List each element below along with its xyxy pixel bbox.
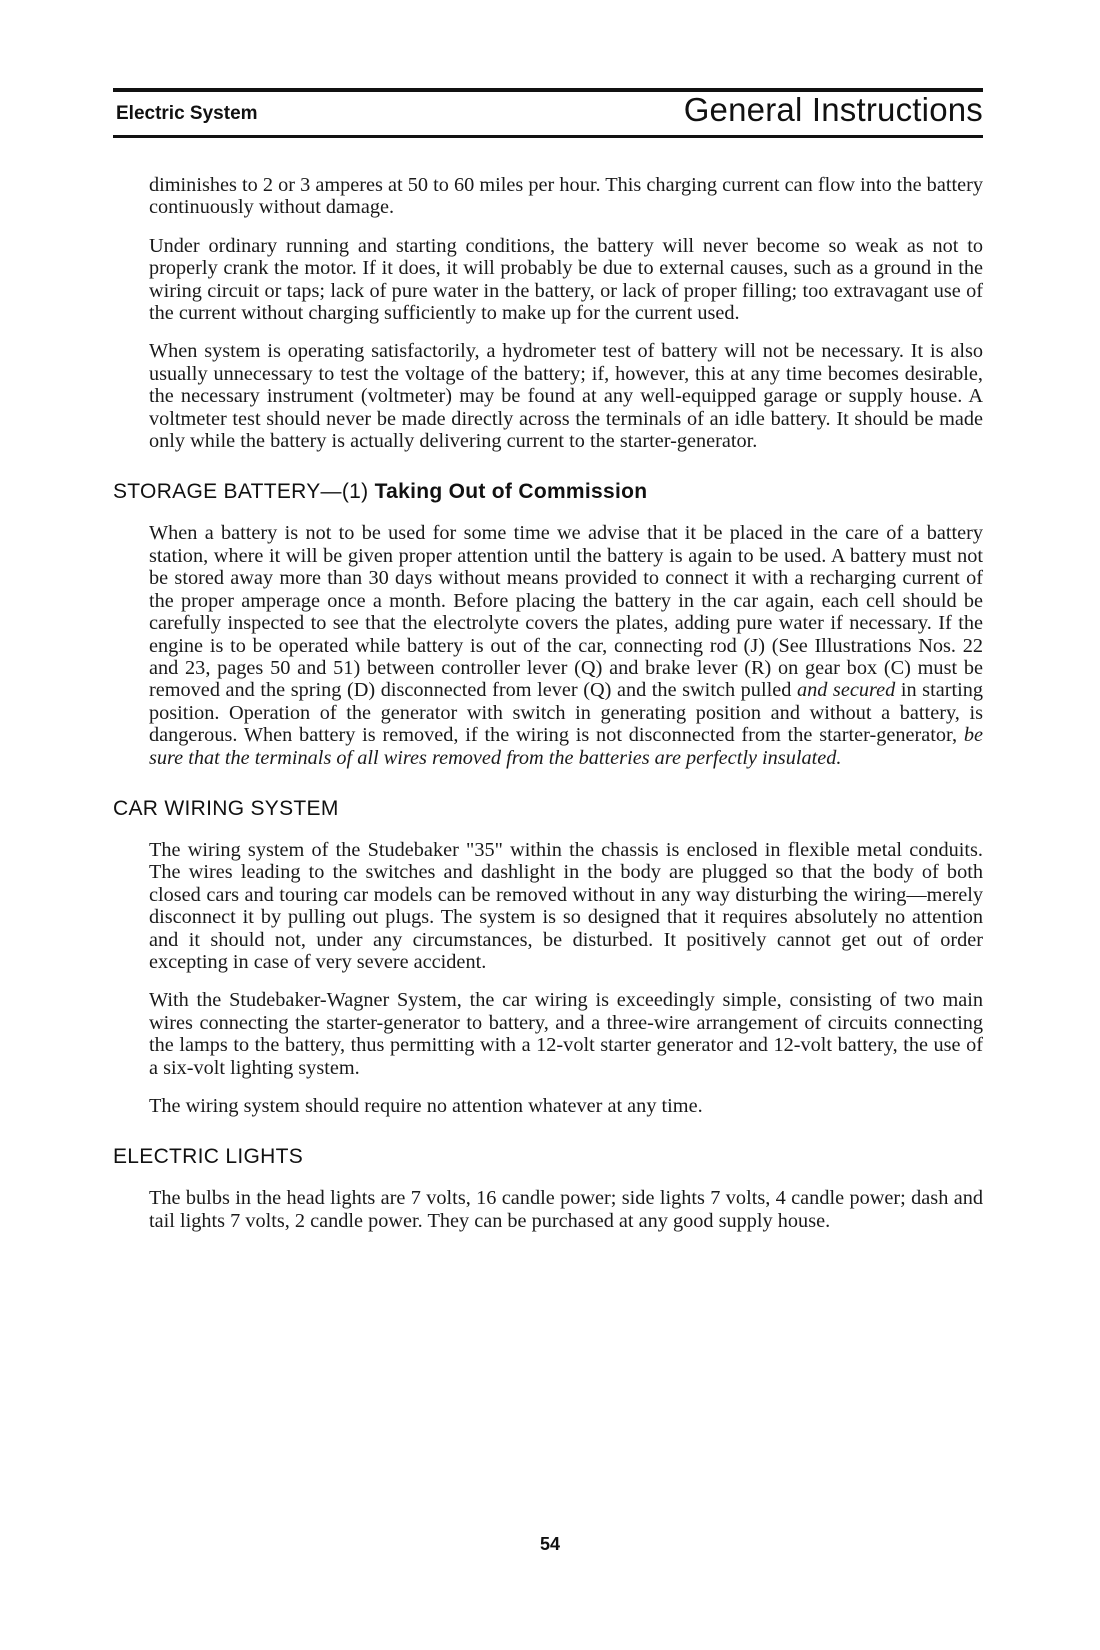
page-number: 54 [539,1534,561,1554]
section-heading-storage-battery [113,480,983,504]
storage-battery-text-b: in starting position. Operation of the generator with switch in generating position and without a battery, is dangerous. When battery is removed, if the wiring is not disconnected from the starter-generator, [149,679,984,747]
paragraph-running-conditions: Under ordinary running and starting conditions, the battery will never become so weak as not to properly crank the motor. If it does, it will probably be due to external causes, such as a ground in the wiring circuit or taps; lack of pure water in the battery, or lack of proper filling; too extravagant use of the current without charging sufficiently to make up for the current used. [149,234,983,325]
paragraph-wiring-conduits: The wiring system of the Studebaker "35" within the chassis is enclosed in flexible metal conduits. The wires leading to the switches and dashlight in the body are plugged so that the body of both closed cars and touring car models can be removed without in any way disturbing the wiring—merely disconnect it by pulling out plugs. The system is so designed that it requires absolutely no attention and it should not, under any circumstances, be disturbed. It positively cannot get out of order excepting in case of very severe accident. [149,838,983,973]
paragraph-bulbs: The bulbs in the head lights are 7 volts, 16 candle power; side lights 7 volts, 4 candle power; dash and tail lights 7 volts, 2 candle power. They can be purchased at any good supply house. [149,1187,983,1232]
storage-battery-emphasis-secured: and secured [796,679,896,702]
header-bottom-rule [113,135,983,138]
running-head-left: Electric System [116,103,258,124]
running-head-right: General Instructions [683,91,983,128]
paragraph-charging-current: diminishes to 2 or 3 amperes at 50 to 60 miles per hour. This charging current can flow into the battery continuously without damage. [149,174,983,219]
section-heading-car-wiring: CAR WIRING SYSTEM [113,796,339,820]
paragraph-no-attention: The wiring system should require no attention whatever at any time. [149,1095,703,1117]
storage-battery-heading-sub: Taking Out of Commission [374,480,648,504]
storage-battery-emphasis-insulated: be sure that the terminals of all wires removed from the batteries are perfectly insulated. [149,724,983,769]
storage-battery-heading-main: STORAGE BATTERY—(1) [113,480,369,504]
section-heading-electric-lights: ELECTRIC LIGHTS [113,1145,304,1169]
paragraph-studebaker-wagner-system: With the Studebaker-Wagner System, the car wiring is exceedingly simple, consisting of two main wires connecting the starter-generator to battery, and a three-wire arrangement of circuits connecting the lamps to the battery, thus permitting with a 12-volt starter generator and 12-volt battery, the use of a six-volt lighting system. [149,989,983,1079]
storage-battery-text-a: When a battery is not to be used for some time we advise that it be placed in the care of a battery station, where it will be given proper attention until the battery is again to be used. A battery must not be stored away more than 30 days without means provided to connect it with a recharging current of the proper amperage once a month. Before placing the battery in the car again, each cell should be carefully inspected to see that the electrolyte covers the plates, adding pure water if necessary. If the engine is to be operated while battery is out of the car, connecting rod (J) (See Illustrations Nos. 22 and 23, pages 50 and 51) between controller lever (Q) and brake lever (R) on gear box (C) must be removed and the spring (D) disconnected from lever (Q) and the switch pulled [149,522,983,702]
paragraph-hydrometer-test: When system is operating satisfactorily, a hydrometer test of battery will not be necessary. It is also usually unnecessary to test the voltage of the battery; if, however, this at any time becomes desirable, the necessary instrument (voltmeter) may be found at any well-equipped garage or supply house. A voltmeter test should never be made directly across the terminals of an idle battery. It should be made only while the battery is actually delivering current to the starter-generator. [149,340,983,453]
paragraph-taking-out-of-commission [113,522,983,768]
page-body [113,174,983,1248]
